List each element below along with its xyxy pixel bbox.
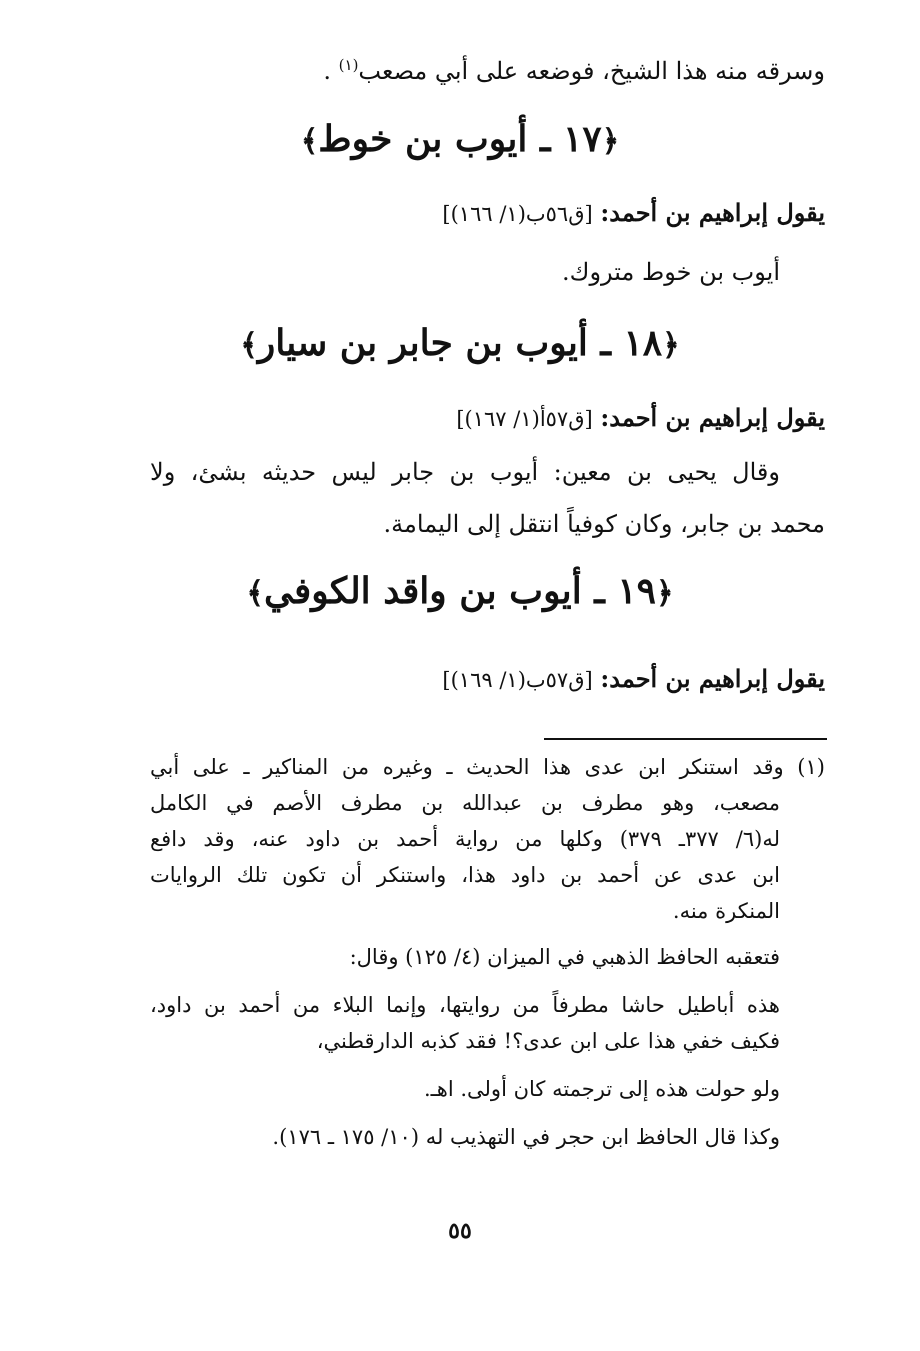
footnote-line	[150, 791, 780, 815]
continuation-line	[300, 56, 825, 85]
entry-text-17	[150, 258, 780, 286]
source-reference: [ق٥٧ب(١/ ١٦٩)]	[442, 668, 593, 692]
footnote-line	[150, 899, 780, 923]
entry-text-line: أيوب بن خوط متروك.	[562, 258, 780, 286]
footnote-separator	[544, 738, 827, 740]
ornate-bracket-open: ﴿	[662, 328, 680, 363]
entry-text-line: محمد بن جابر، وكان كوفياً انتقل إلى اليمامة.	[383, 510, 825, 538]
footnote-line	[150, 755, 825, 779]
footnote-line	[150, 1077, 780, 1101]
footnote-line	[150, 863, 780, 887]
ornate-bracket-close: ﴾	[240, 328, 258, 363]
footnote-text: فتعقبه الحافظ الذهبي في الميزان (٤/ ١٢٥) وقال:	[349, 945, 780, 969]
footnote-text: مصعب، وهو مطرف بن عبدالله بن مطرف الأصم في الكامل	[150, 791, 780, 815]
footnote-text: هذه أباطيل حاشا مطرفاً من روايتها، وإنما البلاء من أحمد بن داود،	[150, 993, 780, 1017]
entry-heading-text: ١٨ ـ أيوب بن جابر بن سيار	[257, 322, 663, 364]
entry-heading-text: ١٩ ـ أيوب بن واقد الكوفي	[264, 570, 656, 612]
footnote-text: ابن عدى عن أحمد بن داود هذا، واستنكر أن تكون تلك الروايات	[150, 863, 780, 887]
continuation-end: .	[323, 57, 339, 85]
footnote-marker[interactable]: (١)	[338, 56, 359, 74]
footnote-line	[150, 827, 780, 851]
source-reference: [ق٥٦ب(١/ ١٦٦)]	[442, 202, 593, 226]
footnote-line	[150, 1029, 780, 1053]
entry-text-line: وقال يحيى بن معين: أيوب بن جابر ليس حديثه بشئ، ولا	[150, 458, 780, 486]
entry-heading-17	[0, 118, 920, 160]
ornate-bracket-close: ﴾	[300, 124, 319, 159]
page-number: ٥٥	[448, 1218, 472, 1244]
source-speaker: يقول إبراهيم بن أحمد:	[600, 403, 825, 432]
ornate-bracket-close: ﴾	[246, 576, 264, 611]
footnote-text: المنكرة منه.	[672, 899, 780, 923]
continuation-text: وسرقه منه هذا الشيخ، فوضعه على أبي مصعب	[358, 57, 825, 85]
source-reference: [ق٥٧أ(١/ ١٦٧)]	[456, 407, 593, 431]
entry-text-18-line-2	[150, 510, 825, 538]
footnote-text: فكيف خفي هذا على ابن عدى؟! فقد كذبه الدارقطني،	[316, 1029, 780, 1053]
source-line-19	[150, 664, 825, 693]
footnote-text: (١) وقد استنكر ابن عدى هذا الحديث ـ وغيره من المناكير ـ على أبي	[150, 755, 825, 779]
entry-text-18-line-1	[150, 458, 780, 486]
entry-heading-19	[0, 570, 920, 612]
source-line-18	[150, 403, 825, 432]
source-speaker: يقول إبراهيم بن أحمد:	[600, 664, 825, 693]
footnote-line	[150, 993, 780, 1017]
footnote-line	[150, 945, 780, 969]
footnote-text: ولو حولت هذه إلى ترجمته كان أولى. اهـ.	[423, 1077, 780, 1101]
entry-heading-18	[0, 322, 920, 364]
entry-heading-text: ١٧ ـ أيوب بن خوط	[318, 118, 602, 160]
footnote-text: وكذا قال الحافظ ابن حجر في التهذيب له (١٠/ ١٧٥ ـ ١٧٦).	[272, 1125, 780, 1149]
ornate-bracket-open: ﴿	[655, 576, 674, 611]
source-speaker: يقول إبراهيم بن أحمد:	[600, 198, 825, 227]
footnote-text: له(٦/ ٣٧٧ـ ٣٧٩) وكلها من رواية أحمد بن داود عنه، وقد دافع	[150, 827, 781, 851]
source-line-17	[150, 198, 825, 227]
footnote-line	[150, 1125, 780, 1149]
ornate-bracket-open: ﴿	[601, 124, 620, 159]
